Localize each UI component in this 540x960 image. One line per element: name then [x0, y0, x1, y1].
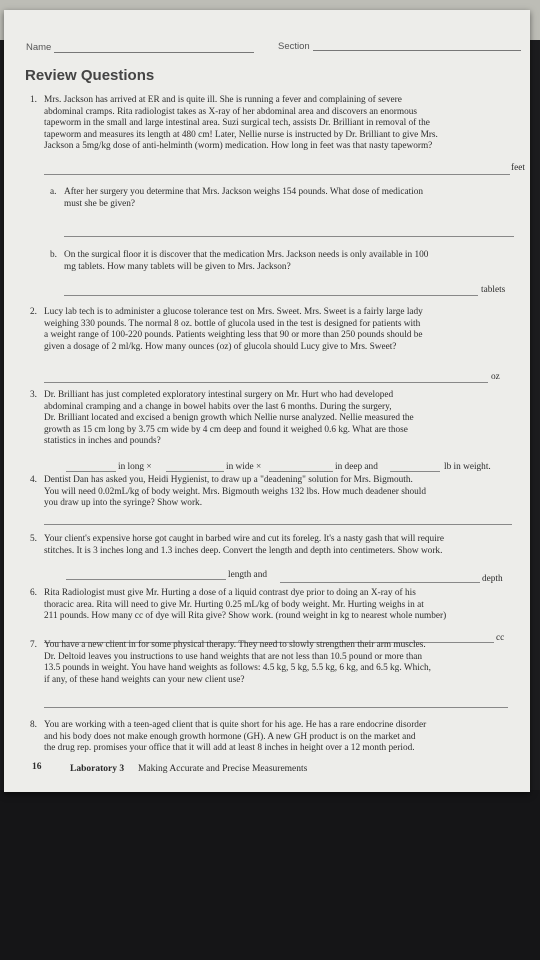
question-1a-text [64, 187, 519, 210]
question-3-depth-label: in deep and [335, 462, 378, 472]
question-2-line: Lucy lab tech is to administer a glucose tolerance test on Mrs. Sweet. Mrs. Sweet is a fairly large lady [44, 307, 423, 317]
question-3-width-label: in wide × [226, 462, 262, 472]
question-3-weight-label: lb in weight. [444, 462, 491, 472]
question-6-unit: cc [496, 633, 505, 643]
section-field[interactable] [313, 50, 521, 51]
question-5-number: 5. [30, 534, 37, 544]
question-7-line: Dr. Deltoid leaves you instructions to use hand weights that are not less than 10.5 pound or more than [44, 651, 423, 662]
question-1b-unit: tablets [481, 285, 506, 295]
question-7-line: 13.5 pounds in weight. You have hand weights as follows: 4.5 kg, 5 kg, 5.5 kg, 6 kg, and 6.5 kg. Which, [44, 663, 431, 674]
question-7-text [44, 640, 524, 686]
question-1-line: tapeworm and measures its length at 480 cm! Later, Nellie nurse is instructed by Dr. Brilliant to give Mrs. [44, 129, 438, 140]
question-3-width-field[interactable] [166, 471, 224, 472]
question-1-number: 1. [30, 95, 37, 105]
question-6-number: 6. [30, 588, 37, 598]
question-2-unit: oz [491, 372, 500, 382]
question-8-text [44, 720, 524, 755]
question-6-text [44, 588, 524, 623]
question-1-line: Jackson a 5mg/kg dose of anti-helminth (worm) medication. How long in feet was that nasty tapeworm? [44, 141, 433, 152]
question-3-line: statistics in inches and pounds? [44, 436, 161, 447]
name-label: Name [26, 42, 52, 53]
question-1-line: Mrs. Jackson has arrived at ER and is quite ill. She is running a fever and complaining of severe [44, 95, 402, 105]
question-1-text [44, 95, 524, 153]
question-3-number: 3. [30, 390, 37, 400]
question-3-line: abdominal cramping and a change in bowel habits over the last 6 months. During the surgery, [44, 401, 392, 412]
question-3-line: Dr. Brilliant has just completed exploratory intestinal surgery on Mr. Hurt who had developed [44, 390, 394, 400]
question-3-text [44, 390, 524, 448]
question-1b-line: mg tablets. How many tablets will be given to Mrs. Jackson? [64, 261, 291, 272]
question-4-line: you draw up into the syringe? Show work. [44, 498, 203, 509]
worksheet-page [4, 10, 530, 792]
background-bottom [0, 790, 540, 960]
question-2-number: 2. [30, 307, 37, 317]
question-8-line: and his body does not make enough growth hormone (GH). A new GH product is on the market and [44, 731, 416, 742]
footer-lab-label: Laboratory 3 [70, 764, 125, 774]
question-1b-letter: b. [50, 250, 57, 260]
question-6-line: Rita Radiologist must give Mr. Hurting a dose of a liquid contrast dye prior to doing an X-ray of his [44, 588, 416, 598]
footer-title: Making Accurate and Precise Measurements [138, 764, 308, 774]
question-5-depth-field[interactable] [280, 582, 480, 583]
question-5-length-field[interactable] [66, 579, 226, 580]
question-4-line: Dentist Dan has asked you, Heidi Hygienist, to draw up a "deadening" solution for Mrs. Bigmouth. [44, 475, 413, 485]
question-2-line: a weight range of 100-220 pounds. Patients weighting less that 90 or more than 250 pounds should be [44, 330, 423, 341]
question-7-number: 7. [30, 640, 37, 650]
question-2-line: given a dosage of 2 ml/kg. How many ounces (oz) of glucola should Lucy give to Mrs. Sweet? [44, 341, 397, 352]
question-8-number: 8. [30, 720, 37, 730]
question-3-depth-field[interactable] [269, 471, 333, 472]
question-3-length-label: in long × [118, 462, 152, 472]
question-5-text [44, 534, 524, 557]
question-7-line: You have a new client in for some physical therapy. They need to slowly strengthen their arm muscles. [44, 640, 426, 650]
question-3-line: growth as 15 cm long by 3.75 cm wide by 4 cm deep and found it weighed 0.6 kg. What are those [44, 424, 408, 435]
question-1-line: abdominal cramps. Rita radiologist takes as X-ray of her abdominal area and discovers an enormous [44, 106, 418, 117]
page-title: Review Questions [25, 67, 155, 84]
question-1-line: tapeworm in the small and large intestinal area. Suzi surgical tech, assists Dr. Brilliant in removal of the [44, 118, 430, 129]
name-field[interactable] [54, 52, 254, 53]
question-1b-text [64, 250, 519, 273]
page-number: 16 [32, 762, 42, 772]
question-7-answer-line[interactable] [44, 707, 508, 708]
question-5-length-label: length and [228, 570, 267, 580]
question-3-length-field[interactable] [66, 471, 116, 472]
question-4-answer-line[interactable] [44, 524, 512, 525]
question-4-text [44, 475, 524, 510]
question-6-line: 211 pounds. How many cc of dye will Rita give? Show work. (round weight in kg to nearest whole number) [44, 611, 447, 622]
question-1a-line: After her surgery you determine that Mrs. Jackson weighs 154 pounds. What dose of medication [64, 187, 424, 197]
question-8-line: You are working with a teen-aged client that is quite short for his age. He has a rare endocrine disorder [44, 720, 427, 730]
question-1a-letter: a. [50, 187, 57, 197]
question-3-weight-field[interactable] [390, 471, 440, 472]
question-2-answer-line[interactable] [44, 382, 488, 383]
question-3-line: Dr. Brilliant located and excised a benign growth which Nellie nurse analyzed. Nellie measured the [44, 413, 414, 424]
section-label: Section [278, 41, 310, 52]
question-8-line: the drug rep. promises your office that it will add at least 8 inches in height over a 12 month period. [44, 743, 415, 754]
question-2-text [44, 307, 524, 353]
question-5-line: stitches. It is 3 inches long and 1.3 inches deep. Convert the length and depth into centimeters. Show work. [44, 545, 443, 556]
question-4-number: 4. [30, 475, 37, 485]
question-1-answer-line[interactable] [44, 174, 510, 175]
question-1a-line: must she be given? [64, 198, 136, 209]
question-2-line: weighing 330 pounds. The normal 8 oz. bottle of glucola used in the test is designed for patients with [44, 318, 421, 329]
question-5-line: Your client's expensive horse got caught in barbed wire and cut its foreleg. It's a nasty gash that will require [44, 534, 445, 544]
question-4-line: You will need 0.02mL/kg of body weight. Mrs. Bigmouth weighs 132 lbs. How much deadener should [44, 486, 427, 497]
question-1a-answer-line[interactable] [64, 236, 514, 237]
question-1b-line: On the surgical floor it is discover that the medication Mrs. Jackson needs is only available in 100 [64, 250, 429, 260]
question-7-line: if any, of these hand weights can your new client use? [44, 674, 245, 685]
question-1-unit: feet [511, 163, 525, 173]
question-1b-answer-line[interactable] [64, 295, 478, 296]
question-6-line: thoracic area. Rita will need to give Mr. Hurting 0.25 mL/kg of body weight. Mr. Hurting weighs in at [44, 599, 424, 610]
question-5-depth-label: depth [482, 574, 503, 584]
